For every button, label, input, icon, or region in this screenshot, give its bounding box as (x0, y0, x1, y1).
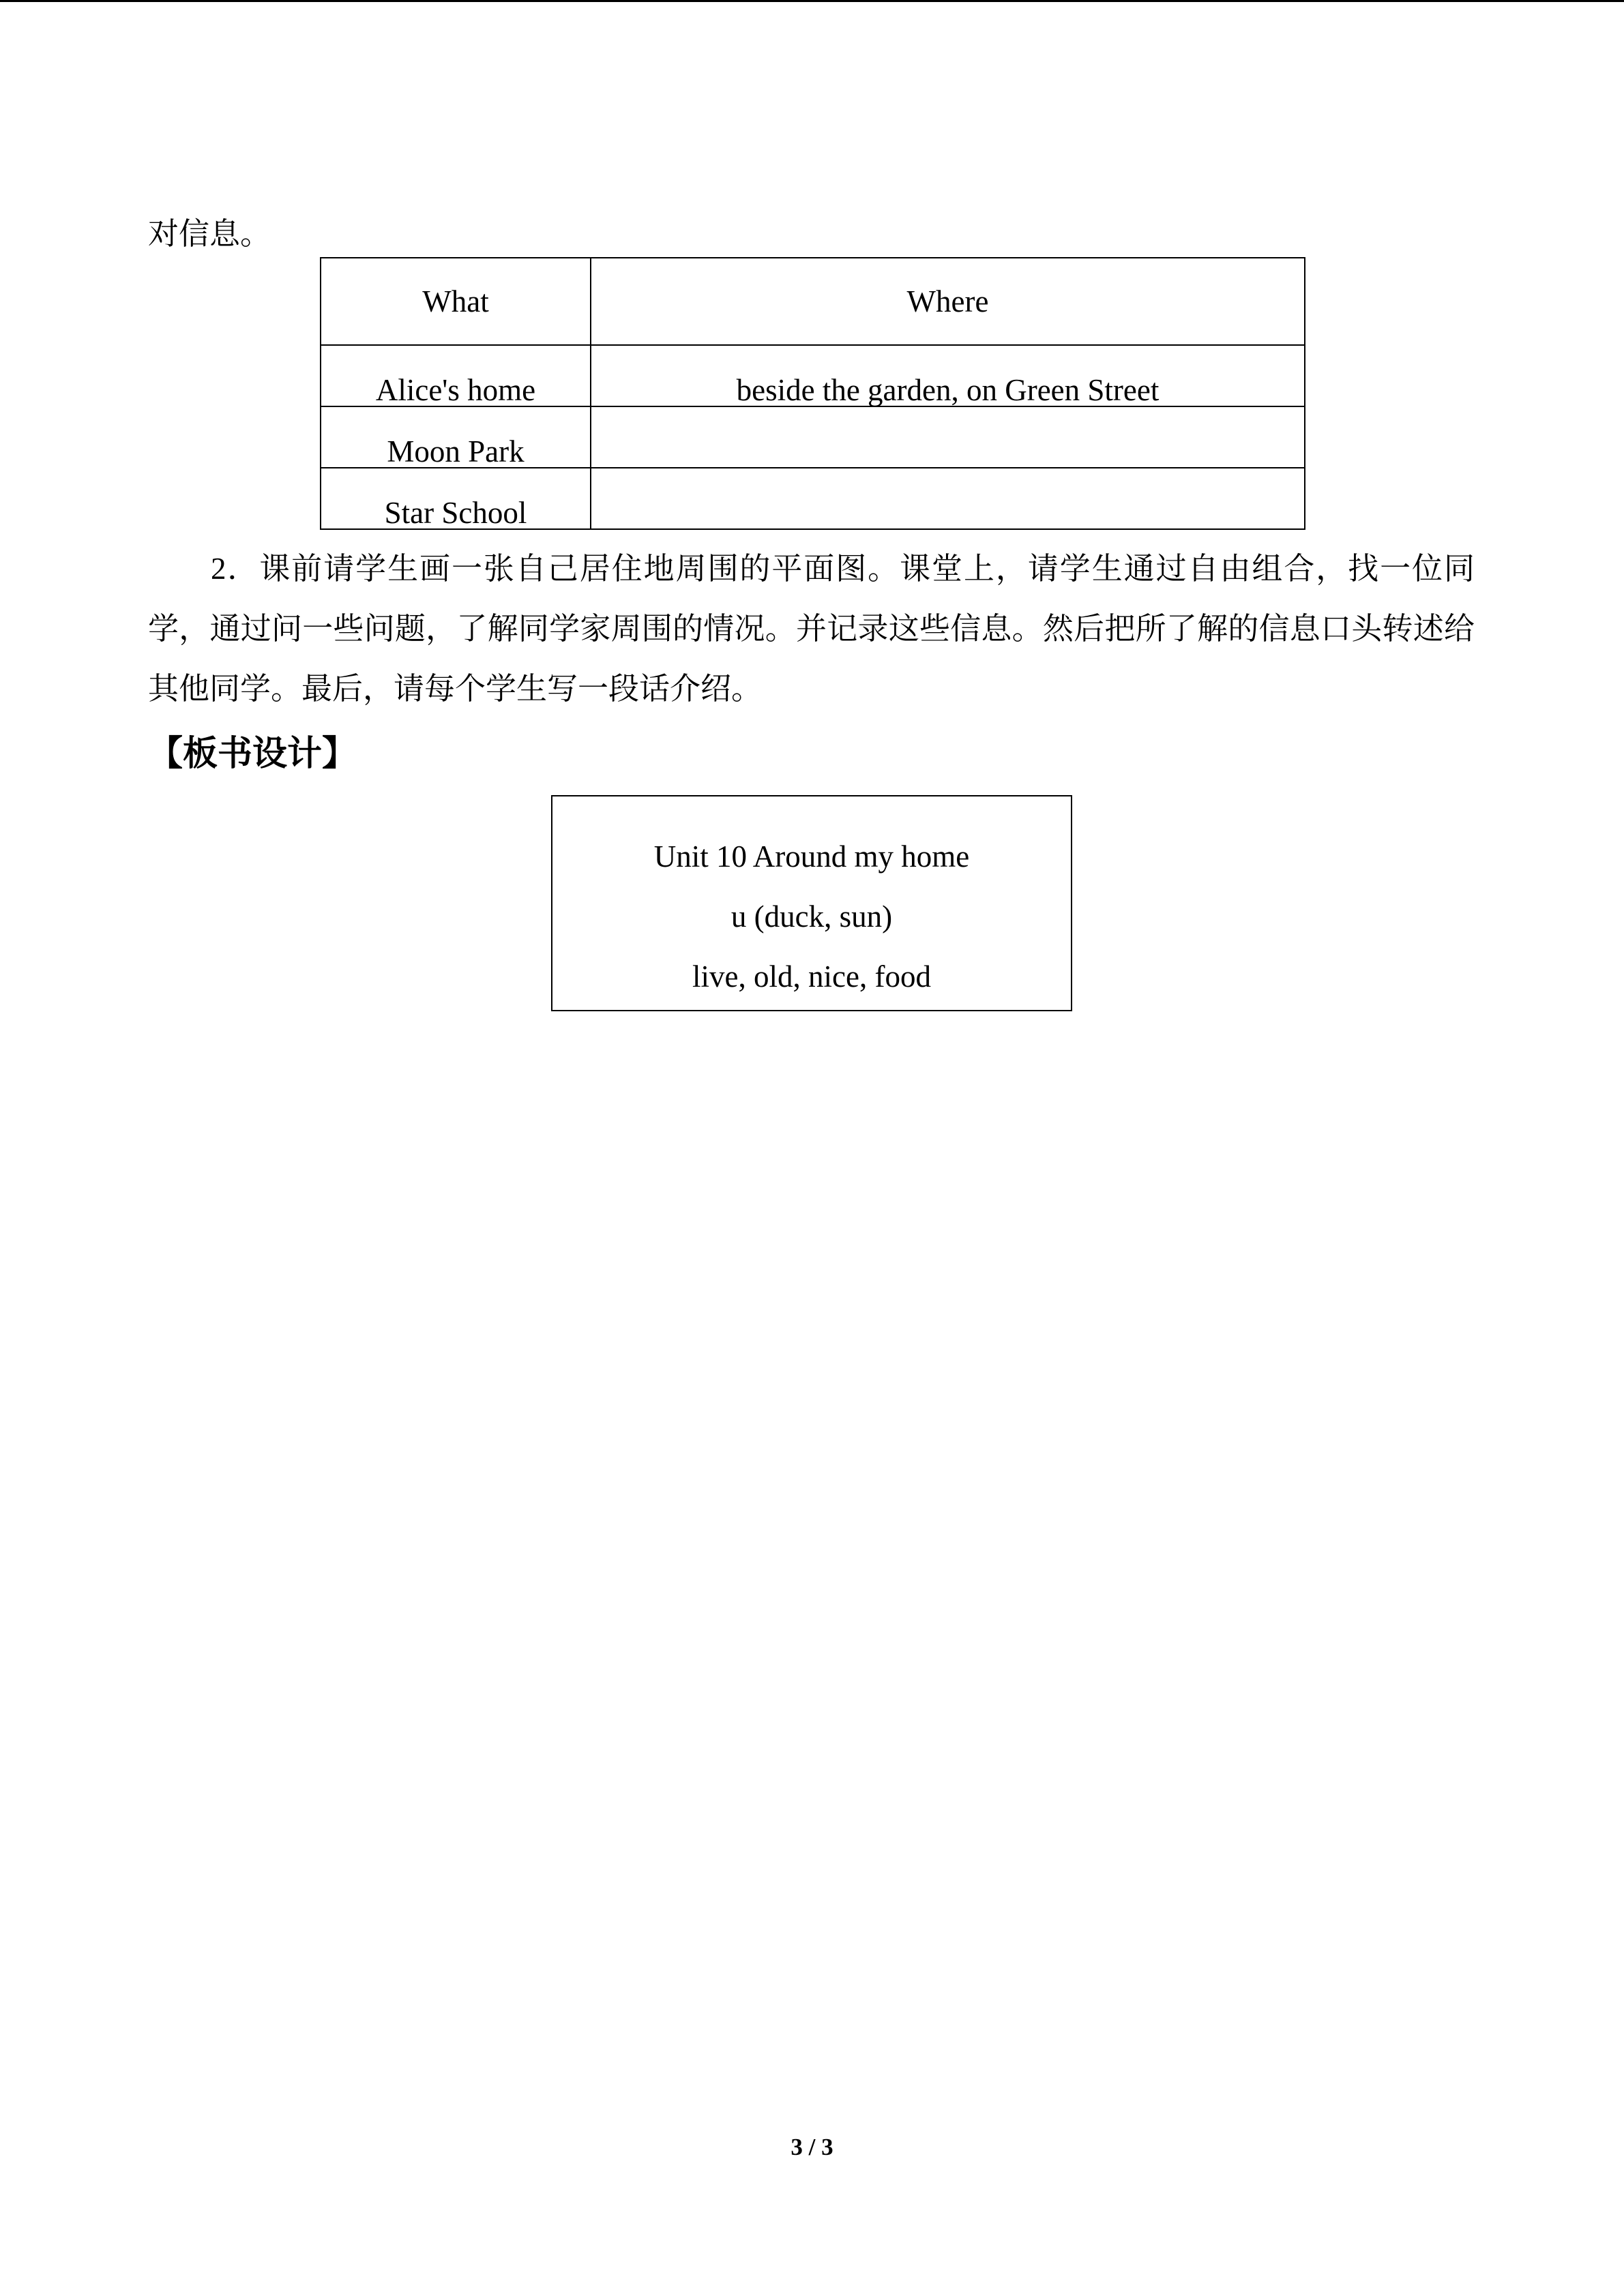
page-number: 3 / 3 (791, 2134, 833, 2160)
table-header-what: What (321, 258, 591, 345)
paragraph-continuation: 对信息。 (148, 217, 271, 251)
table-header-row (321, 258, 1305, 345)
board-design-box (551, 795, 1072, 1011)
top-border-rule (0, 0, 1624, 2)
table-row (321, 468, 1305, 529)
table-cell-what: Moon Park (321, 406, 591, 468)
board-unit-title: Unit 10 Around my home (653, 839, 970, 874)
what-where-table (320, 257, 1305, 530)
section-heading-board-design: 【板书设计】 (148, 734, 357, 774)
table-cell-where (591, 406, 1305, 468)
table-cell-what: Alice's home (321, 345, 591, 406)
board-phonics-line: u (duck, sun) (730, 899, 893, 934)
paragraph-item-2: 2．课前请学生画一张自己居住地周围的平面图。课堂上，请学生通过自由组合，找一位同学，通过问一些问题，了解同学家周围的情况。并记录这些信息。然后把所了解的信息口头转述给其他同学。最后，请每个学生写一段话介绍。 (148, 552, 1475, 706)
table-row (321, 406, 1305, 468)
board-vocabulary-line: live, old, nice, food (692, 959, 931, 994)
table-cell-where: beside the garden, on Green Street (591, 345, 1305, 406)
table-header-where: Where (591, 258, 1305, 345)
table-row (321, 345, 1305, 406)
table-cell-where (591, 468, 1305, 529)
table-cell-what: Star School (321, 468, 591, 529)
